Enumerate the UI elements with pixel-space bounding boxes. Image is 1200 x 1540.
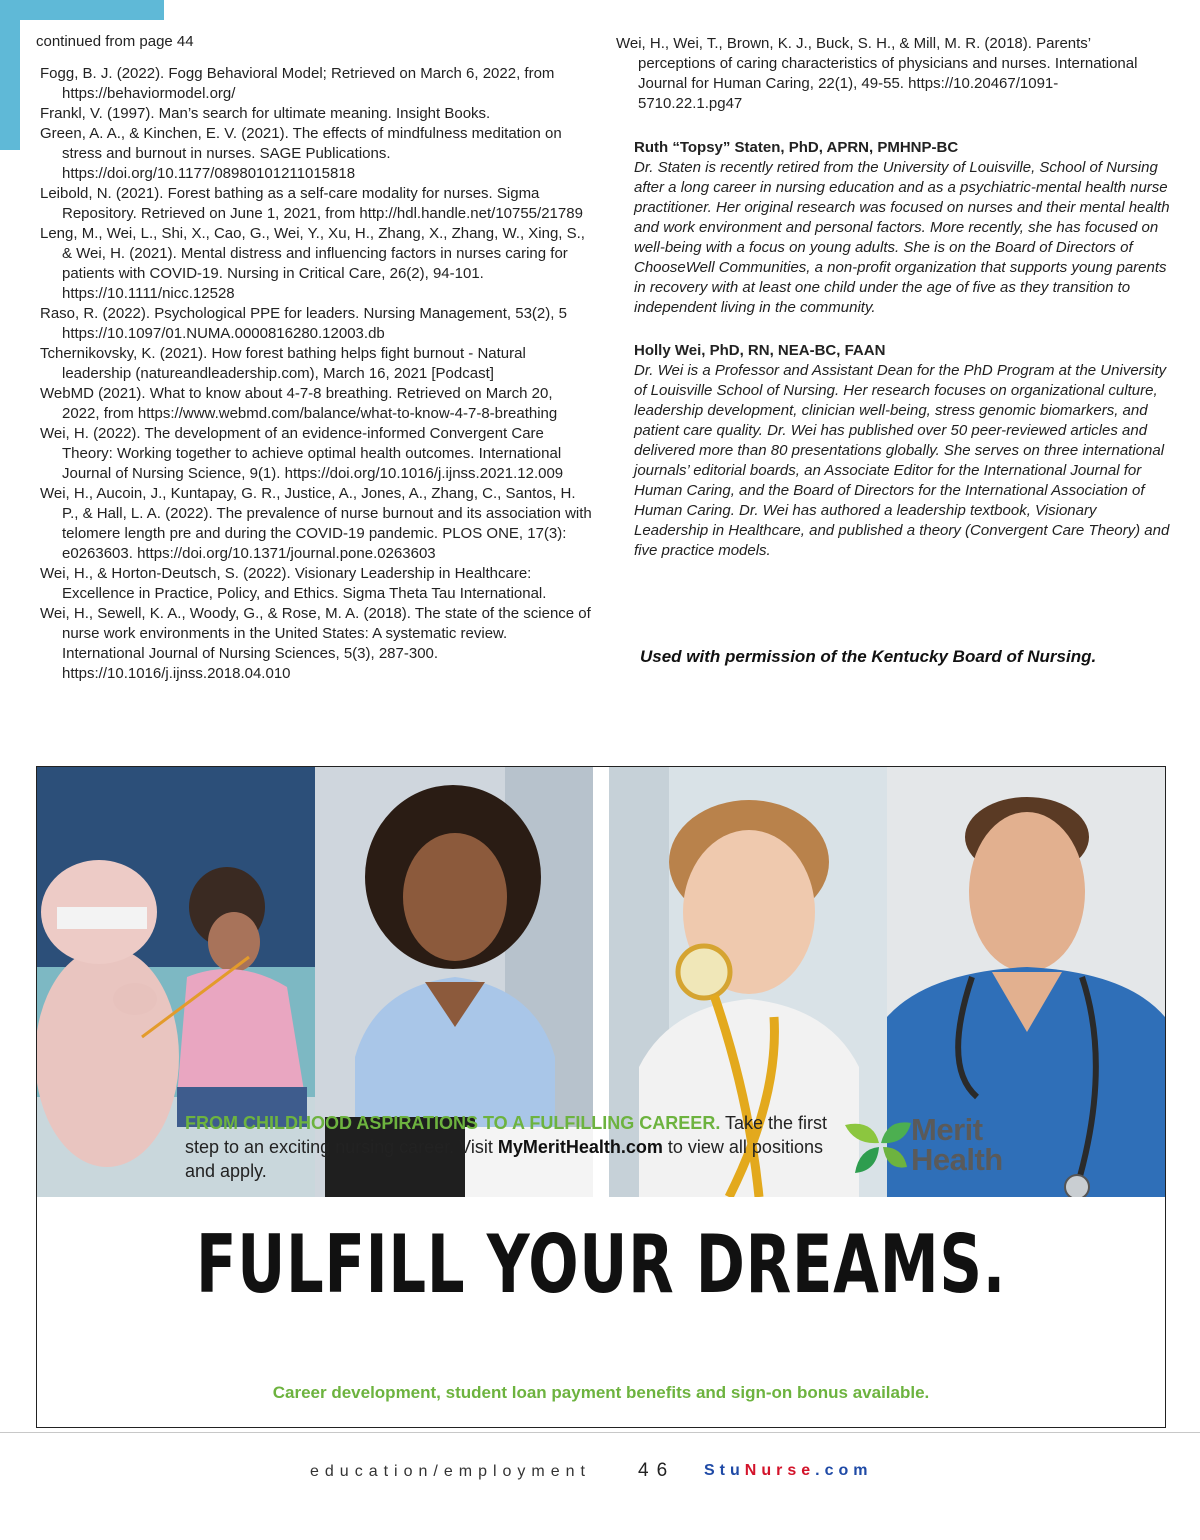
corner-accent-side [0,0,20,150]
references-right-column [616,34,1156,114]
permission-note: Used with permission of the Kentucky Board of Nursing. [640,647,1097,666]
author-name: Holly Wei, PhD, RN, NEA-BC, FAAN [634,342,886,359]
reference-entry: Wei, H., Wei, T., Brown, K. J., Buck, S. H., & Mill, M. R. (2018). Parents’ perceptions of caring characteristics of physicians and nurses. International Journal for Human Caring, 22(1), 49-55. https://10.20467/1091-5710.22.1.pg47 [616,35,1138,112]
logo-line-merit: Merit [911,1112,983,1147]
site-com: .com [815,1462,873,1479]
continued-note: continued from page 44 [36,33,194,50]
reference-entry: Wei, H., Aucoin, J., Kuntapay, G. R., Justice, A., Jones, A., Zhang, C., Santos, H. P., & Hall, L. A. (2022). The prevalence of nurse burnout and its association with telomere length pre and during the COVID-19 pandemic. PLOS ONE, 17(3): e0263603. https://doi.org/10.1371/journal.pone.0263603 [40,485,592,562]
reference-entry: Leibold, N. (2021). Forest bathing as a self-care modality for nurses. Sigma Repository. Retrieved on June 1, 2021, from http://hdl.handle.net/10755/21789 [40,185,583,222]
reference-entry: Frankl, V. (1997). Man’s search for ultimate meaning. Insight Books. [40,105,491,122]
ad-benefits: Career development, student loan payment benefits and sign-on bonus available. [272,1383,930,1402]
footer-divider [0,1432,1200,1433]
site-stu: Stu [704,1462,745,1479]
corner-accent-bar [0,0,164,20]
reference-entry: Wei, H., Sewell, K. A., Woody, G., & Rose, M. A. (2018). The state of the science of nurse work environments in the United States: A systematic review. International Journal of Nursing Sciences, 5(3), 287-300. https://10.1016/j.ijnss.2018.04.010 [40,605,591,682]
ad-tagline [185,1111,845,1183]
site-nurse: Nurse [744,1462,816,1479]
author-bio-staten [634,138,1174,318]
reference-entry: Wei, H., & Horton-Deutsch, S. (2022). Visionary Leadership in Healthcare: Excellence in Practice, Policy, and Ethics. Sigma Theta Tau International. [40,565,547,602]
ad-tagline-caps: FROM CHILDHOOD ASPIRATIONS TO A FULFILLING CAREER. [185,1113,721,1133]
references-left-column [40,64,592,684]
reference-entry: Green, A. A., & Kinchen, E. V. (2021). The effects of mindfulness meditation on stress and burnout in nurses. SAGE Publications. https://doi.org/10.1177/08980101211015818 [40,125,562,182]
author-name: Ruth “Topsy” Staten, PhD, APRN, PMHNP-BC [634,139,959,156]
reference-entry: WebMD (2021). What to know about 4-7-8 breathing. Retrieved on March 20, 2022, from https://www.webmd.com/balance/what-to-know-4-7-8-breathing [40,385,558,422]
ad-tagline-text: Take the first step to an exciting nursing career. Visit [185,1113,828,1157]
reference-entry: Leng, M., Wei, L., Shi, X., Cao, G., Wei, Y., Xu, H., Zhang, X., Zhang, W., Xing, S., & Wei, H. (2021). Mental distress and influencing factors in nurses caring for patients with COVID-19. Nursing in Critical Care, 26(2), 94-101. https://10.1111/nicc.12528 [40,225,585,302]
ad-headline: FULFILL YOUR DREAMS. [196,1218,1006,1311]
reference-entry: Raso, R. (2022). Psychological PPE for leaders. Nursing Management, 53(2), 5 https://10.1097/01.NUMA.0000816280.12003.db [40,305,567,342]
merit-health-leaf-icon [843,1117,913,1181]
reference-entry: Fogg, B. J. (2022). Fogg Behavioral Model; Retrieved on March 6, 2022, from https://behaviormodel.org/ [40,65,555,102]
footer-section: education/employment [310,1463,591,1480]
page-number: 46 [638,1460,676,1481]
footer-site-link[interactable] [704,1462,872,1480]
ad-url-link[interactable]: MyMeritHealth.com [497,1137,663,1157]
reference-entry: Tchernikovsky, K. (2021). How forest bathing helps fight burnout - Natural leadership (natureandleadership.com), March 16, 2021 [Podcast] [40,345,526,382]
ad-tagline-text-end: to view all positions and apply. [185,1137,823,1181]
merit-health-logo-text [911,1112,1003,1177]
merit-health-advertisement [36,766,1166,1428]
merit-health-logo [843,1112,1023,1181]
author-bio-text: Dr. Staten is recently retired from the University of Louisville, School of Nursing after a long career in nursing education and as a psychiatric-mental health nurse practitioner. Her original research was focused on nurses and their mental health and work environment and personal factors. More recently, she has focused on well-being with a focus on young adults. She is on the Board of Directors of ChooseWell Communities, a non-profit organization that supports young parents in recovery with at least one child under the age of five as they transition to independent living in the community. [634,159,1170,316]
author-bio-text: Dr. Wei is a Professor and Assistant Dean for the PhD Program at the University of Louisville School of Nursing. Her research focuses on organizational culture, leadership development, clinician well-being, stress genomic biomarkers, and patient care quality. Dr. Wei has published over 50 peer-reviewed articles and delivered more than 80 presentations globally. She serves on three international journals’ editorial boards, an Associate Editor for the International Journal for Human Caring, and the Board of Directors for the International Association of Human Caring. Dr. Wei has authored a leadership textbook, Visionary Leadership in Healthcare, and published a theory (Convergent Care Theory) and five practice models. [634,362,1170,559]
logo-line-health: Health [911,1142,1003,1177]
author-bio-wei [634,341,1174,561]
reference-entry: Wei, H. (2022). The development of an evidence-informed Convergent Care Theory: Working together to achieve optimal health outcomes. International Journal of Nursing Science, 9(1). https://doi.org/10.1016/j.ijnss.2021.12.009 [40,425,564,482]
